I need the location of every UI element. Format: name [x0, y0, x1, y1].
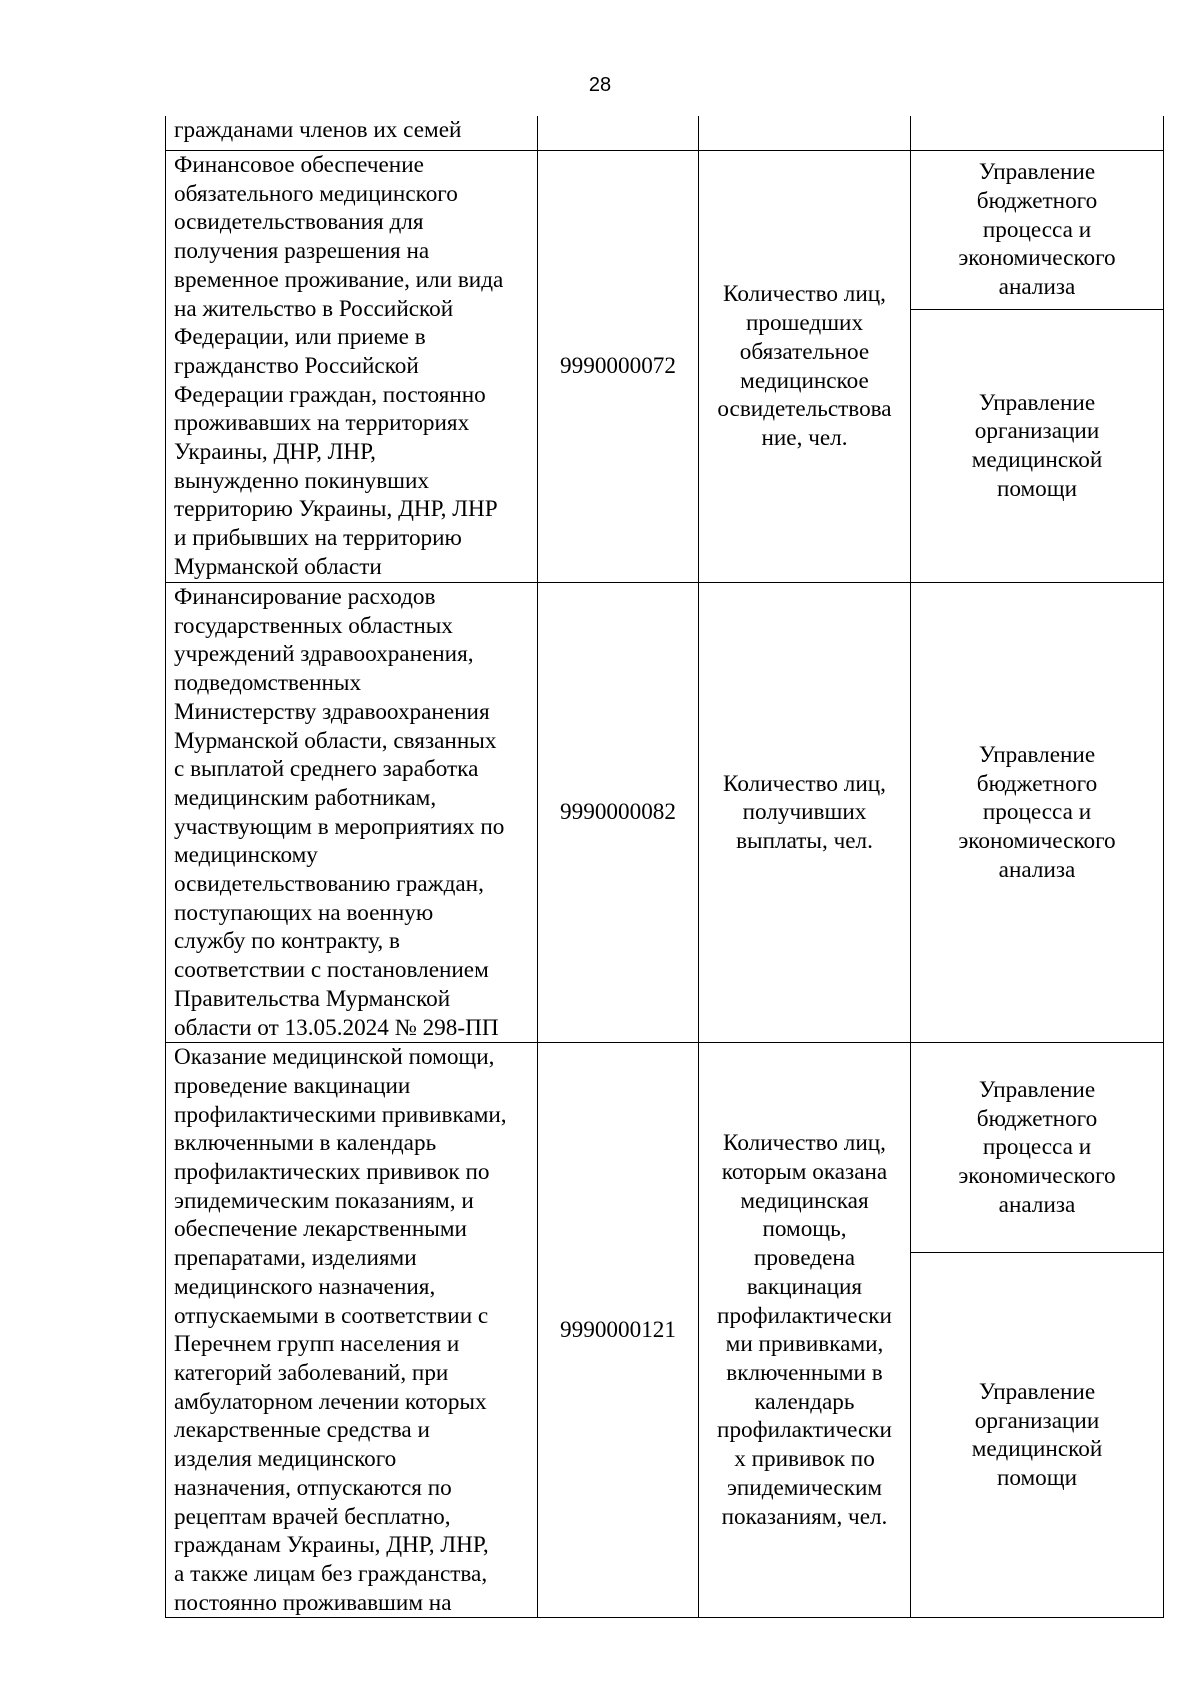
description-line: учреждений здравоохранения, — [174, 641, 474, 668]
responsible-line: экономического — [958, 1163, 1116, 1190]
description-line: профилактическими прививками, — [174, 1101, 507, 1128]
responsible-line: процесса и — [982, 799, 1092, 826]
responsible-cell — [911, 1253, 1164, 1618]
description-line: Правительства Мурманской — [174, 985, 451, 1012]
description-line: отпускаемыми в соответствии с — [174, 1302, 489, 1329]
table-row — [166, 583, 1164, 1043]
responsible-line: бюджетного — [976, 187, 1098, 214]
description-line: медицинскому — [174, 842, 318, 869]
indicator-line: прошедших — [745, 310, 864, 337]
description-line: включенными в календарь — [174, 1130, 437, 1157]
indicator-line: включенными в — [726, 1359, 883, 1386]
indicator-line: ми прививками, — [725, 1331, 884, 1358]
description-line: участвующим в мероприятиях по — [174, 813, 505, 840]
responsible-line: Управление — [978, 1378, 1096, 1405]
indicator-line: профилактически — [717, 1417, 892, 1444]
description-cell — [166, 1043, 538, 1618]
responsible-line: анализа — [998, 1191, 1076, 1218]
responsible-line: бюджетного — [976, 1105, 1098, 1132]
description-line: профилактических прививок по — [174, 1159, 490, 1186]
description-line: и прибывших на территорию — [174, 525, 462, 552]
description-line: назначения, отпускаются по — [174, 1474, 452, 1501]
code-cell — [538, 583, 699, 1043]
page-number: 28 — [588, 74, 612, 96]
responsible-line: Управление — [978, 389, 1096, 416]
description-line: Министерству здравоохранения — [174, 698, 490, 725]
description-line: соответствии с постановлением — [174, 957, 489, 984]
description-line: области от 13.05.2024 № 298-ПП — [174, 1014, 499, 1041]
description-line: постоянно проживавшим на — [174, 1589, 452, 1616]
budget-code: 9990000072 — [560, 353, 676, 380]
indicator-line: вакцинация — [746, 1273, 863, 1300]
indicator-line: которым оказана — [721, 1159, 888, 1186]
description-line: вынужденно покинувших — [174, 467, 430, 494]
description-line: изделия медицинского — [174, 1446, 397, 1473]
budget-code: 9990000082 — [560, 799, 676, 826]
responsible-line: организации — [974, 418, 1100, 445]
description-line: освидетельствованию граждан, — [174, 871, 484, 898]
description-line: Финансовое обеспечение — [174, 152, 424, 178]
description-line: Мурманской области — [174, 553, 382, 580]
indicator-line: профилактически — [717, 1302, 892, 1329]
indicator-cell — [699, 1043, 911, 1618]
description-line: медицинским работникам, — [174, 784, 437, 811]
responsible-cell — [911, 583, 1164, 1043]
budget-code: 9990000121 — [560, 1316, 676, 1343]
table-row — [166, 1043, 1164, 1253]
indicator-line: выплаты, чел. — [736, 827, 873, 854]
responsible-line: экономического — [958, 827, 1116, 854]
description-line: гражданам Украины, ДНР, ЛНР, — [174, 1532, 489, 1559]
description-line: на жительство в Российской — [174, 295, 454, 322]
description-line: лекарственные средства и — [174, 1417, 430, 1444]
description-line: обязательного медицинского — [174, 180, 458, 207]
description-cell — [166, 116, 538, 151]
indicator-line: эпидемическим — [726, 1474, 883, 1501]
description-line: эпидемическим показаниям, и — [174, 1187, 474, 1214]
indicator-line: ние, чел. — [761, 424, 848, 451]
description-line: Оказание медицинской помощи, — [174, 1044, 495, 1071]
description-line: Мурманской области, связанных — [174, 727, 497, 754]
description-line: обеспечение лекарственными — [174, 1216, 467, 1243]
responsible-cell — [911, 310, 1164, 583]
description-line: территорию Украины, ДНР, ЛНР — [174, 496, 498, 523]
description-line: препаратами, изделиями — [174, 1245, 417, 1272]
indicator-cell — [699, 583, 911, 1043]
description-line: проживавших на территориях — [174, 410, 470, 437]
responsible-line: экономического — [958, 245, 1116, 272]
description-line: проведение вакцинации — [174, 1072, 411, 1099]
description-line: медицинского назначения, — [174, 1273, 436, 1300]
responsible-line: анализа — [998, 856, 1076, 883]
table-row-continued — [166, 116, 1164, 151]
description-line: службу по контракту, в — [174, 928, 400, 955]
description-line: подведомственных — [174, 670, 362, 697]
description-line: Украины, ДНР, ЛНР, — [174, 439, 376, 466]
indicator-line: х прививок по — [734, 1446, 875, 1473]
budget-table — [165, 116, 1164, 1618]
code-cell — [538, 151, 699, 583]
code-cell — [538, 116, 699, 151]
responsible-line: Управление — [978, 741, 1096, 768]
responsible-line: бюджетного — [976, 770, 1098, 797]
responsible-line: медицинской — [971, 447, 1103, 473]
description-line: Федерации граждан, постоянно — [174, 381, 486, 408]
responsible-line: организации — [974, 1407, 1100, 1434]
responsible-line: анализа — [998, 274, 1076, 301]
responsible-line: процесса и — [982, 1134, 1092, 1161]
indicator-cell — [699, 116, 911, 151]
indicator-line: обязательное — [739, 338, 870, 365]
indicator-cell — [699, 151, 911, 583]
indicator-line: получивших — [742, 799, 867, 826]
indicator-line: показаниям, чел. — [721, 1503, 888, 1530]
indicator-line: Количество лиц, — [723, 770, 886, 797]
indicator-line: медицинская — [740, 1187, 869, 1214]
indicator-line: календарь — [754, 1388, 855, 1415]
description-line: освидетельствования для — [174, 209, 424, 236]
description-line: категорий заболеваний, при — [174, 1359, 449, 1386]
indicator-line: проведена — [753, 1245, 856, 1272]
description-cell — [166, 583, 538, 1043]
responsible-line: помощи — [996, 1464, 1078, 1491]
responsible-line: медицинской — [971, 1436, 1103, 1463]
description-line: Финансирование расходов — [174, 584, 436, 610]
responsible-line: процесса и — [982, 216, 1092, 243]
description-line: поступающих на военную — [174, 899, 434, 926]
description-line: рецептам врачей бесплатно, — [174, 1503, 451, 1530]
description-line: гражданами членов их семей — [174, 117, 462, 143]
indicator-line: Количество лиц, — [723, 1130, 886, 1157]
responsible-line: Управление — [978, 159, 1096, 186]
indicator-line: помощь, — [762, 1216, 847, 1243]
responsible-line: помощи — [996, 475, 1078, 502]
description-line: амбулаторном лечении которых — [174, 1388, 487, 1415]
description-line: временное проживание, или вида — [174, 266, 504, 293]
description-line: с выплатой среднего заработка — [174, 756, 479, 783]
responsible-line: Управление — [978, 1077, 1096, 1103]
indicator-line: Количество лиц, — [723, 281, 886, 308]
description-line: Перечнем групп населения и — [174, 1331, 460, 1358]
table-row — [166, 151, 1164, 310]
description-line: получения разрешения на — [174, 238, 430, 265]
responsible-cell — [911, 151, 1164, 310]
description-line: государственных областных — [174, 612, 453, 639]
responsible-cell — [911, 116, 1164, 151]
responsible-cell — [911, 1043, 1164, 1253]
description-cell — [166, 151, 538, 583]
description-line: гражданство Российской — [174, 352, 419, 379]
indicator-line: медицинское — [740, 367, 869, 394]
description-line: а также лицам без гражданства, — [174, 1560, 488, 1587]
indicator-line: освидетельствова — [717, 396, 892, 423]
code-cell — [538, 1043, 699, 1618]
description-line: Федерации, или приеме в — [174, 324, 426, 351]
